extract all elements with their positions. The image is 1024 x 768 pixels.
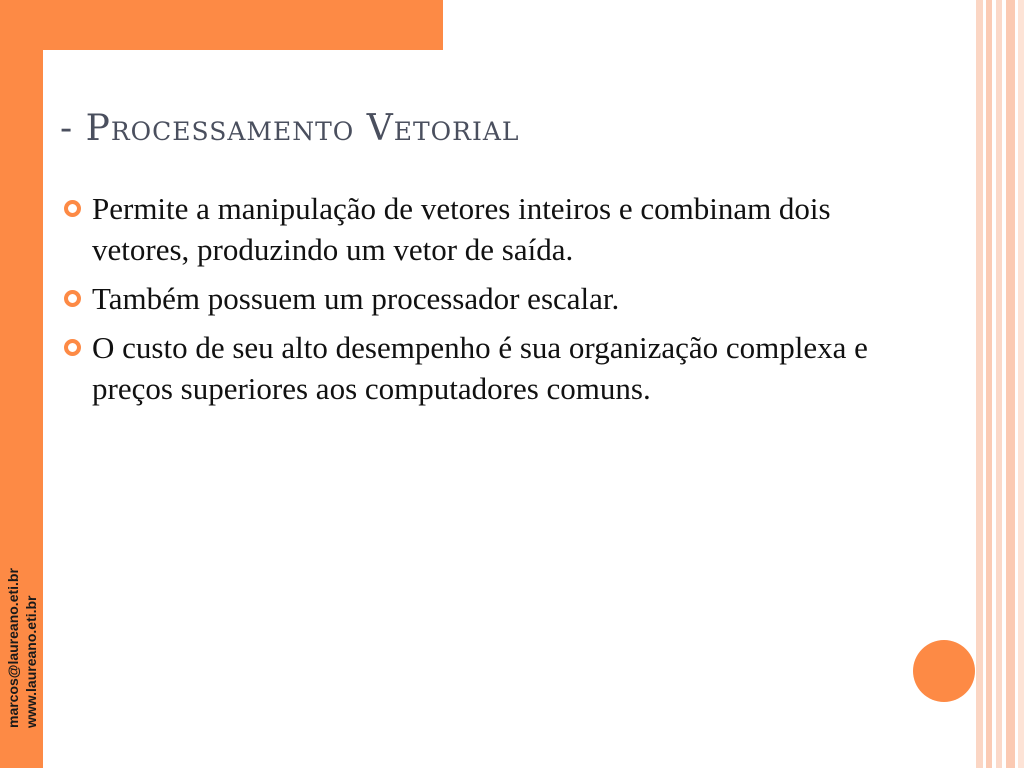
stripe — [1018, 0, 1024, 768]
bullet-item — [64, 327, 884, 409]
stripe — [1006, 0, 1015, 768]
bullet-text: Também possuem um processador escalar. — [92, 281, 620, 316]
bullet-item — [64, 278, 884, 319]
right-decorative-stripes — [976, 0, 1024, 768]
slide-title: - Processamento Vetorial — [60, 108, 520, 149]
bullet-circle-icon — [64, 290, 81, 307]
bullet-text: O custo de seu alto desempenho é sua organização complexa e preços superiores aos computadores comuns. — [92, 330, 868, 406]
top-accent-bar — [43, 0, 443, 50]
bullet-text: Permite a manipulação de vetores inteiros e combinam dois vetores, produzindo um vetor de saída. — [92, 191, 831, 267]
bullet-item — [64, 188, 884, 270]
footer-contact — [2, 530, 42, 740]
bullet-list — [64, 188, 884, 417]
footer-website: www.laureano.eti.br — [23, 595, 39, 728]
stripe — [986, 0, 992, 768]
stripe — [996, 0, 1002, 768]
bullet-circle-icon — [64, 200, 81, 217]
stripe — [976, 0, 983, 768]
decorative-circle — [913, 640, 975, 702]
footer-email: marcos@laureano.eti.br — [5, 568, 21, 728]
bullet-circle-icon — [64, 339, 81, 356]
